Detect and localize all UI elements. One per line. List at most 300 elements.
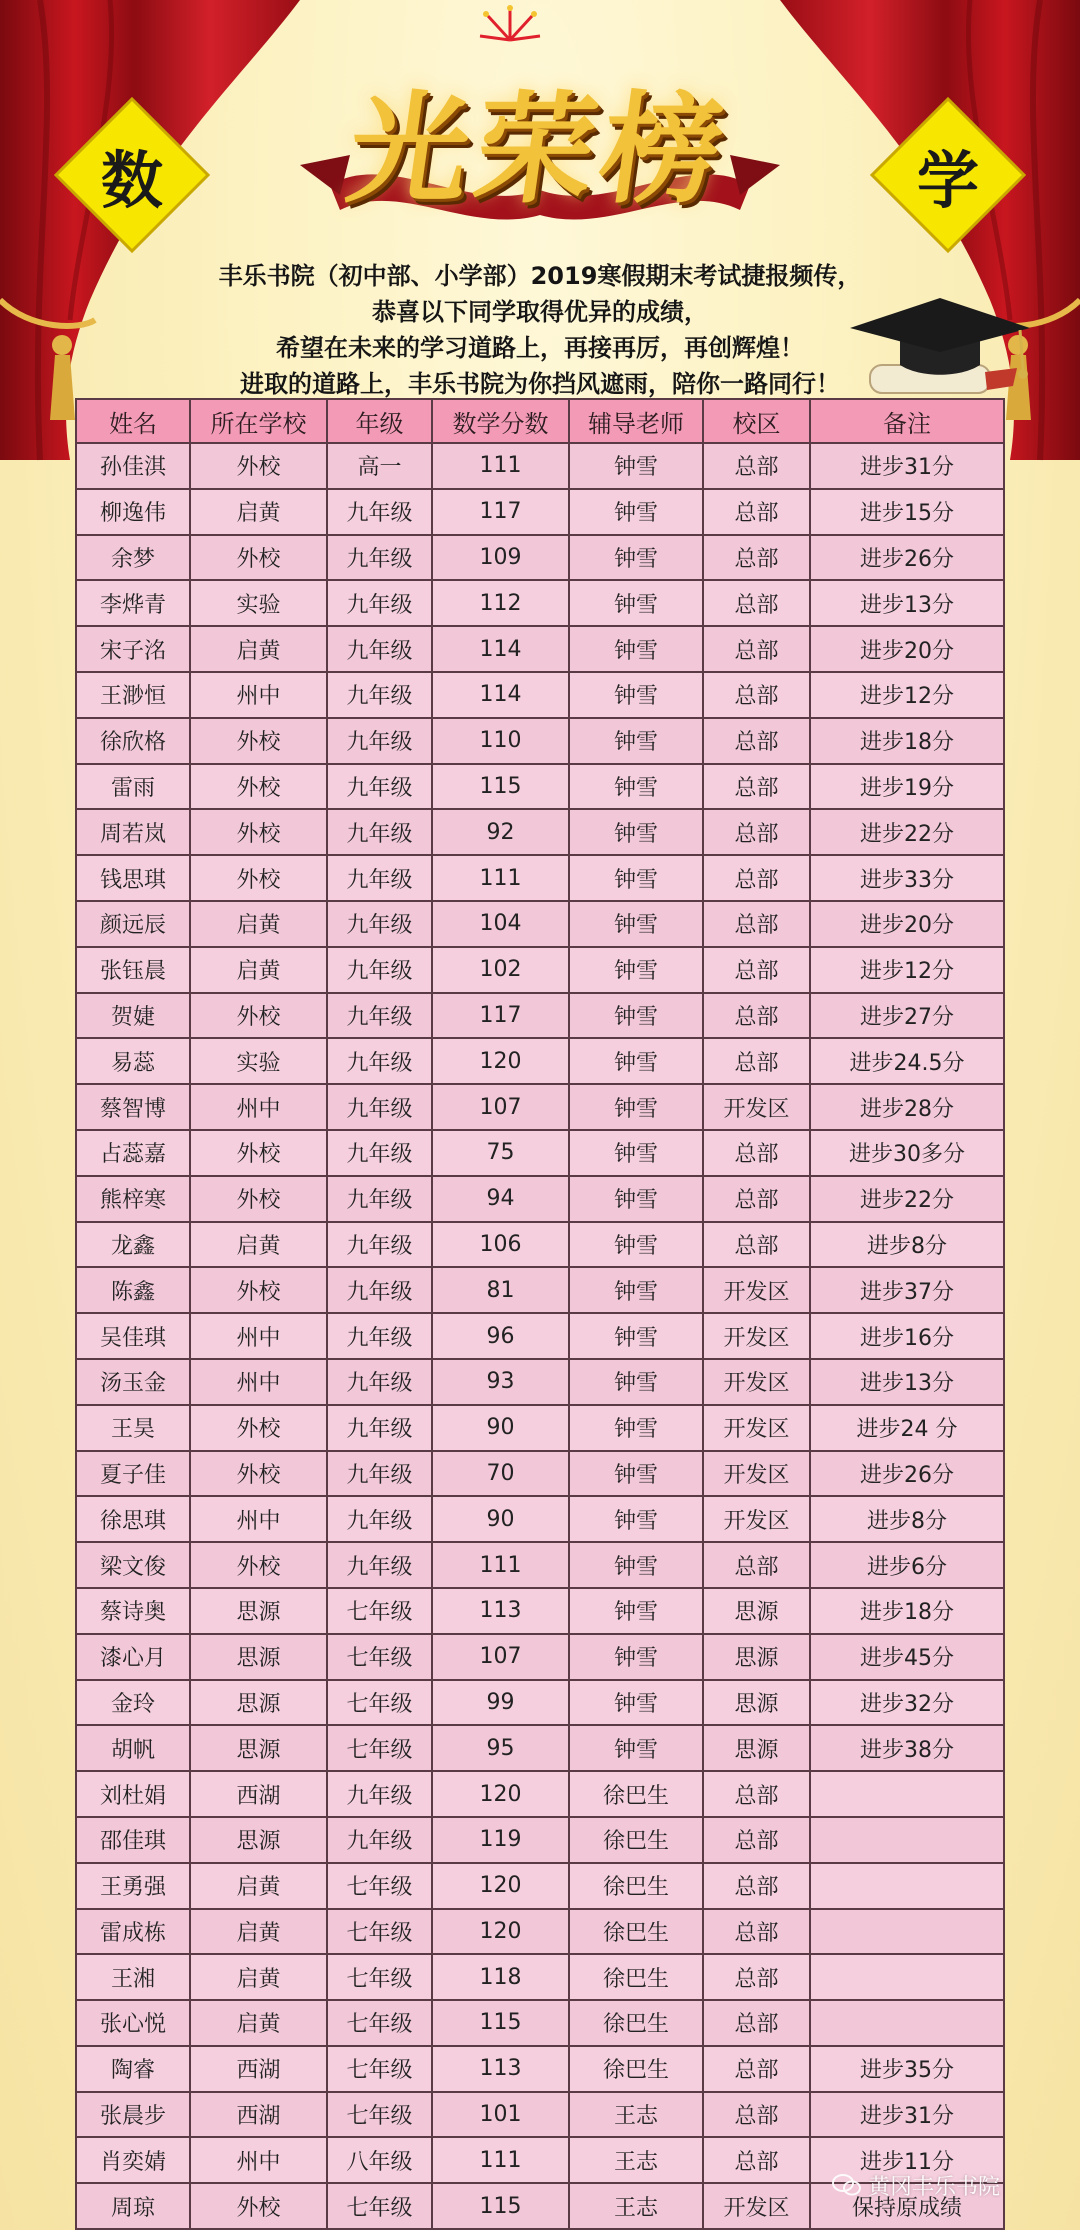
cell-school: 外校 [190, 1267, 327, 1313]
cell-grade: 九年级 [327, 1222, 432, 1268]
cell-name: 雷成栋 [76, 1909, 190, 1955]
cell-teacher: 钟雪 [569, 809, 703, 855]
cell-math-score: 120 [432, 1771, 569, 1817]
table-row [76, 1588, 1004, 1634]
cell-grade: 九年级 [327, 580, 432, 626]
cell-grade: 七年级 [327, 1863, 432, 1909]
cell-campus: 总部 [703, 1954, 810, 2000]
cell-name: 陶睿 [76, 2046, 190, 2092]
cell-campus: 开发区 [703, 1405, 810, 1451]
cell-math-score: 120 [432, 1038, 569, 1084]
cell-grade: 九年级 [327, 1771, 432, 1817]
cell-teacher: 钟雪 [569, 1222, 703, 1268]
cell-remark: 进步33分 [810, 855, 1004, 901]
cell-grade: 九年级 [327, 947, 432, 993]
cell-school: 外校 [190, 535, 327, 581]
cell-campus: 思源 [703, 1634, 810, 1680]
table-row [76, 809, 1004, 855]
table-body [76, 443, 1004, 2229]
cell-name: 易蕊 [76, 1038, 190, 1084]
cell-name: 贺婕 [76, 993, 190, 1039]
cell-name: 徐思琪 [76, 1496, 190, 1542]
cell-campus: 思源 [703, 1588, 810, 1634]
badge-char-right: 学 [916, 143, 979, 217]
title-text: 光荣榜 [339, 79, 738, 220]
column-header-school: 所在学校 [190, 399, 327, 443]
cell-campus: 开发区 [703, 2183, 810, 2229]
cell-teacher: 钟雪 [569, 1634, 703, 1680]
cell-remark: 进步18分 [810, 1588, 1004, 1634]
cell-grade: 九年级 [327, 1313, 432, 1359]
cell-campus: 总部 [703, 489, 810, 535]
cell-teacher: 钟雪 [569, 672, 703, 718]
table-row [76, 2092, 1004, 2138]
cell-teacher: 钟雪 [569, 764, 703, 810]
cell-school: 外校 [190, 809, 327, 855]
cell-name: 陈鑫 [76, 1267, 190, 1313]
cell-teacher: 徐巴生 [569, 1863, 703, 1909]
cell-math-score: 115 [432, 2000, 569, 2046]
table-row [76, 626, 1004, 672]
cell-name: 占蕊嘉 [76, 1130, 190, 1176]
cell-grade: 七年级 [327, 2183, 432, 2229]
table-row [76, 1542, 1004, 1588]
cell-grade: 九年级 [327, 901, 432, 947]
cell-school: 思源 [190, 1680, 327, 1726]
table-row [76, 1084, 1004, 1130]
cell-teacher: 徐巴生 [569, 1909, 703, 1955]
cell-campus: 总部 [703, 1130, 810, 1176]
cell-teacher: 钟雪 [569, 1405, 703, 1451]
cell-math-score: 120 [432, 1863, 569, 1909]
cell-grade: 九年级 [327, 855, 432, 901]
cell-math-score: 117 [432, 993, 569, 1039]
cell-campus: 总部 [703, 443, 810, 489]
cell-remark [810, 1863, 1004, 1909]
cell-school: 外校 [190, 443, 327, 489]
announcement-line-2: 恭喜以下同学取得优异的成绩， [372, 298, 708, 326]
cell-teacher: 钟雪 [569, 947, 703, 993]
cell-remark: 进步6分 [810, 1542, 1004, 1588]
cell-school: 实验 [190, 580, 327, 626]
table-header-row [76, 399, 1004, 443]
cell-math-score: 102 [432, 947, 569, 993]
cell-campus: 开发区 [703, 1084, 810, 1130]
cell-grade: 八年级 [327, 2137, 432, 2183]
cell-math-score: 111 [432, 443, 569, 489]
cell-school: 外校 [190, 1176, 327, 1222]
cell-math-score: 94 [432, 1176, 569, 1222]
cell-campus: 总部 [703, 1863, 810, 1909]
cell-math-score: 110 [432, 718, 569, 764]
column-header-math-score: 数学分数 [432, 399, 569, 443]
cell-remark: 进步24 分 [810, 1405, 1004, 1451]
cell-school: 外校 [190, 1542, 327, 1588]
cell-campus: 总部 [703, 1038, 810, 1084]
cell-school: 启黄 [190, 901, 327, 947]
table-row [76, 1954, 1004, 2000]
cell-grade: 九年级 [327, 1405, 432, 1451]
cell-teacher: 钟雪 [569, 1130, 703, 1176]
cell-campus: 总部 [703, 535, 810, 581]
cell-school: 外校 [190, 1405, 327, 1451]
table-row [76, 580, 1004, 626]
cell-school: 州中 [190, 1359, 327, 1405]
cell-school: 思源 [190, 1634, 327, 1680]
cell-grade: 九年级 [327, 993, 432, 1039]
table-row [76, 1634, 1004, 1680]
cell-grade: 九年级 [327, 1084, 432, 1130]
cell-teacher: 钟雪 [569, 1176, 703, 1222]
cell-campus: 总部 [703, 718, 810, 764]
cell-math-score: 93 [432, 1359, 569, 1405]
announcement [140, 258, 940, 402]
cell-grade: 七年级 [327, 2046, 432, 2092]
cell-school: 州中 [190, 1496, 327, 1542]
cell-campus: 开发区 [703, 1267, 810, 1313]
cell-teacher: 钟雪 [569, 1359, 703, 1405]
cell-teacher: 钟雪 [569, 1313, 703, 1359]
cell-name: 吴佳琪 [76, 1313, 190, 1359]
table-row [76, 1863, 1004, 1909]
cell-remark: 进步31分 [810, 2092, 1004, 2138]
cell-teacher: 钟雪 [569, 489, 703, 535]
cell-remark: 进步16分 [810, 1313, 1004, 1359]
cell-name: 熊梓寒 [76, 1176, 190, 1222]
cell-campus: 思源 [703, 1680, 810, 1726]
watermark-text: 黄冈丰乐书院 [868, 2174, 1001, 2200]
cell-math-score: 117 [432, 489, 569, 535]
cell-remark: 进步24.5分 [810, 1038, 1004, 1084]
cell-campus: 总部 [703, 2046, 810, 2092]
cell-remark [810, 1954, 1004, 2000]
cell-campus: 总部 [703, 1771, 810, 1817]
cell-teacher: 钟雪 [569, 855, 703, 901]
cell-math-score: 75 [432, 1130, 569, 1176]
cell-remark: 进步20分 [810, 626, 1004, 672]
cell-grade: 九年级 [327, 1496, 432, 1542]
cell-remark: 进步13分 [810, 1359, 1004, 1405]
cell-teacher: 钟雪 [569, 535, 703, 581]
cell-campus: 开发区 [703, 1313, 810, 1359]
cell-campus: 总部 [703, 672, 810, 718]
cell-school: 启黄 [190, 1863, 327, 1909]
cell-math-score: 109 [432, 535, 569, 581]
cell-name: 张晨步 [76, 2092, 190, 2138]
cell-campus: 总部 [703, 1817, 810, 1863]
cell-school: 实验 [190, 1038, 327, 1084]
cell-name: 刘杜娟 [76, 1771, 190, 1817]
cell-school: 启黄 [190, 1909, 327, 1955]
cell-teacher: 钟雪 [569, 1542, 703, 1588]
cell-teacher: 徐巴生 [569, 1771, 703, 1817]
cell-remark: 进步22分 [810, 1176, 1004, 1222]
table-row [76, 1313, 1004, 1359]
cell-school: 外校 [190, 2183, 327, 2229]
cell-school: 启黄 [190, 2000, 327, 2046]
cell-remark: 进步27分 [810, 993, 1004, 1039]
cell-math-score: 118 [432, 1954, 569, 2000]
cell-school: 思源 [190, 1588, 327, 1634]
cell-remark: 进步31分 [810, 443, 1004, 489]
table-row [76, 1405, 1004, 1451]
cell-teacher: 王志 [569, 2183, 703, 2229]
cell-campus: 总部 [703, 764, 810, 810]
cell-teacher: 王志 [569, 2092, 703, 2138]
cell-remark: 进步30多分 [810, 1130, 1004, 1176]
table-row [76, 1909, 1004, 1955]
cell-remark: 进步13分 [810, 580, 1004, 626]
cell-campus: 总部 [703, 2092, 810, 2138]
cell-name: 张心悦 [76, 2000, 190, 2046]
cell-math-score: 101 [432, 2092, 569, 2138]
cell-math-score: 107 [432, 1084, 569, 1130]
cell-teacher: 徐巴生 [569, 2046, 703, 2092]
cell-remark: 进步12分 [810, 947, 1004, 993]
cell-school: 思源 [190, 1817, 327, 1863]
badge-char-left: 数 [100, 143, 163, 217]
column-header-name: 姓名 [76, 399, 190, 443]
cell-school: 外校 [190, 718, 327, 764]
cell-grade: 九年级 [327, 1817, 432, 1863]
cell-remark: 进步15分 [810, 489, 1004, 535]
cell-campus: 总部 [703, 1909, 810, 1955]
cell-campus: 总部 [703, 580, 810, 626]
cell-school: 西湖 [190, 2046, 327, 2092]
cell-math-score: 115 [432, 764, 569, 810]
cell-grade: 九年级 [327, 672, 432, 718]
cell-name: 王渺恒 [76, 672, 190, 718]
watermark [832, 2168, 1052, 2202]
cell-math-score: 114 [432, 626, 569, 672]
announcement-line-3: 希望在未来的学习道路上，再接再厉，再创辉煌！ [276, 334, 804, 362]
honor-roll-title [270, 0, 810, 255]
cell-remark [810, 1771, 1004, 1817]
cell-name: 王勇强 [76, 1863, 190, 1909]
cell-campus: 总部 [703, 2137, 810, 2183]
column-header-teacher: 辅导老师 [569, 399, 703, 443]
cell-teacher: 钟雪 [569, 1267, 703, 1313]
cell-teacher: 钟雪 [569, 1496, 703, 1542]
cell-math-score: 81 [432, 1267, 569, 1313]
table-row [76, 947, 1004, 993]
column-header-grade: 年级 [327, 399, 432, 443]
cell-grade: 七年级 [327, 2092, 432, 2138]
cell-math-score: 92 [432, 809, 569, 855]
cell-campus: 总部 [703, 2000, 810, 2046]
cell-remark: 进步32分 [810, 1680, 1004, 1726]
cell-school: 思源 [190, 1725, 327, 1771]
table-row [76, 718, 1004, 764]
cell-name: 余梦 [76, 535, 190, 581]
cell-campus: 开发区 [703, 1496, 810, 1542]
cell-teacher: 钟雪 [569, 1038, 703, 1084]
cell-remark: 进步11分 [810, 2137, 1004, 2183]
cell-math-score: 96 [432, 1313, 569, 1359]
cell-name: 蔡诗奥 [76, 1588, 190, 1634]
table-row [76, 1176, 1004, 1222]
cell-name: 漆心月 [76, 1634, 190, 1680]
cell-math-score: 70 [432, 1451, 569, 1497]
cell-remark: 进步22分 [810, 809, 1004, 855]
cell-campus: 总部 [703, 947, 810, 993]
cell-math-score: 111 [432, 1542, 569, 1588]
cell-name: 张钰晨 [76, 947, 190, 993]
cell-school: 州中 [190, 1313, 327, 1359]
cell-remark: 进步26分 [810, 535, 1004, 581]
cell-remark [810, 1909, 1004, 1955]
cell-name: 颜远辰 [76, 901, 190, 947]
cell-campus: 总部 [703, 809, 810, 855]
cell-math-score: 95 [432, 1725, 569, 1771]
cell-school: 西湖 [190, 1771, 327, 1817]
cell-teacher: 钟雪 [569, 993, 703, 1039]
table-row [76, 443, 1004, 489]
cell-name: 徐欣格 [76, 718, 190, 764]
cell-name: 梁文俊 [76, 1542, 190, 1588]
cell-campus: 总部 [703, 901, 810, 947]
cell-grade: 九年级 [327, 1359, 432, 1405]
cell-remark: 进步45分 [810, 1634, 1004, 1680]
cell-math-score: 119 [432, 1817, 569, 1863]
cell-remark: 进步37分 [810, 1267, 1004, 1313]
cell-name: 王昊 [76, 1405, 190, 1451]
cell-school: 启黄 [190, 947, 327, 993]
cell-teacher: 钟雪 [569, 1725, 703, 1771]
cell-grade: 九年级 [327, 809, 432, 855]
cell-campus: 开发区 [703, 1451, 810, 1497]
table-row [76, 1451, 1004, 1497]
cell-remark: 进步18分 [810, 718, 1004, 764]
table-row [76, 1771, 1004, 1817]
cell-grade: 九年级 [327, 489, 432, 535]
cell-remark: 进步38分 [810, 1725, 1004, 1771]
cell-school: 外校 [190, 1451, 327, 1497]
table-row [76, 535, 1004, 581]
cell-teacher: 徐巴生 [569, 1954, 703, 2000]
cell-math-score: 120 [432, 1909, 569, 1955]
table-row [76, 1496, 1004, 1542]
cell-school: 启黄 [190, 489, 327, 535]
cell-remark [810, 2000, 1004, 2046]
column-header-campus: 校区 [703, 399, 810, 443]
cell-math-score: 114 [432, 672, 569, 718]
cell-remark: 进步28分 [810, 1084, 1004, 1130]
cell-school: 外校 [190, 764, 327, 810]
cell-school: 州中 [190, 2137, 327, 2183]
wechat-icon [832, 2173, 862, 2197]
cell-school: 州中 [190, 672, 327, 718]
cell-name: 夏子佳 [76, 1451, 190, 1497]
cell-name: 王湘 [76, 1954, 190, 2000]
cell-math-score: 106 [432, 1222, 569, 1268]
cell-grade: 九年级 [327, 626, 432, 672]
cell-name: 胡帆 [76, 1725, 190, 1771]
cell-math-score: 115 [432, 2183, 569, 2229]
table-row [76, 672, 1004, 718]
cell-school: 外校 [190, 993, 327, 1039]
cell-grade: 九年级 [327, 1267, 432, 1313]
cell-teacher: 王志 [569, 2137, 703, 2183]
cell-math-score: 99 [432, 1680, 569, 1726]
column-header-remark: 备注 [810, 399, 1004, 443]
cell-name: 柳逸伟 [76, 489, 190, 535]
cell-remark: 进步8分 [810, 1496, 1004, 1542]
cell-name: 蔡智博 [76, 1084, 190, 1130]
cell-campus: 总部 [703, 626, 810, 672]
cell-grade: 九年级 [327, 764, 432, 810]
cell-grade: 七年级 [327, 1588, 432, 1634]
cell-teacher: 钟雪 [569, 718, 703, 764]
cell-school: 启黄 [190, 626, 327, 672]
cell-name: 孙佳淇 [76, 443, 190, 489]
cell-campus: 总部 [703, 1542, 810, 1588]
subject-badge-right [868, 95, 1028, 255]
cell-name: 周琼 [76, 2183, 190, 2229]
cell-grade: 九年级 [327, 535, 432, 581]
cell-name: 肖奕婧 [76, 2137, 190, 2183]
cell-remark: 进步19分 [810, 764, 1004, 810]
cell-math-score: 113 [432, 2046, 569, 2092]
cell-school: 启黄 [190, 1954, 327, 2000]
cell-grade: 七年级 [327, 1680, 432, 1726]
cell-name: 周若岚 [76, 809, 190, 855]
cell-grade: 七年级 [327, 1725, 432, 1771]
cell-name: 邵佳琪 [76, 1817, 190, 1863]
cell-teacher: 钟雪 [569, 901, 703, 947]
table-row [76, 1359, 1004, 1405]
cell-name: 李烨青 [76, 580, 190, 626]
table-row [76, 1680, 1004, 1726]
cell-remark: 进步8分 [810, 1222, 1004, 1268]
cell-campus: 总部 [703, 855, 810, 901]
table-row [76, 1038, 1004, 1084]
cell-teacher: 钟雪 [569, 580, 703, 626]
table-row [76, 1725, 1004, 1771]
cell-teacher: 钟雪 [569, 443, 703, 489]
cell-campus: 开发区 [703, 1359, 810, 1405]
subject-badge-left [52, 95, 212, 255]
cell-campus: 总部 [703, 1176, 810, 1222]
table-row [76, 1130, 1004, 1176]
table-row [76, 1222, 1004, 1268]
cell-grade: 九年级 [327, 718, 432, 764]
announcement-line-1: 丰乐书院（初中部、小学部）2019寒假期末考试捷报频传， [218, 262, 862, 290]
cell-grade: 高一 [327, 443, 432, 489]
table-row [76, 489, 1004, 535]
cell-campus: 总部 [703, 1222, 810, 1268]
cell-remark: 进步26分 [810, 1451, 1004, 1497]
table-row [76, 2000, 1004, 2046]
cell-remark: 进步35分 [810, 2046, 1004, 2092]
cell-teacher: 钟雪 [569, 1084, 703, 1130]
table-row [76, 1267, 1004, 1313]
cell-remark: 进步20分 [810, 901, 1004, 947]
cell-math-score: 111 [432, 2137, 569, 2183]
cell-campus: 思源 [703, 1725, 810, 1771]
table-row [76, 901, 1004, 947]
cell-name: 龙鑫 [76, 1222, 190, 1268]
cell-math-score: 113 [432, 1588, 569, 1634]
cell-name: 雷雨 [76, 764, 190, 810]
cell-teacher: 钟雪 [569, 1451, 703, 1497]
table-row [76, 1817, 1004, 1863]
cell-math-score: 112 [432, 580, 569, 626]
cell-name: 金玲 [76, 1680, 190, 1726]
cell-school: 州中 [190, 1084, 327, 1130]
table-row [76, 855, 1004, 901]
cell-campus: 总部 [703, 993, 810, 1039]
